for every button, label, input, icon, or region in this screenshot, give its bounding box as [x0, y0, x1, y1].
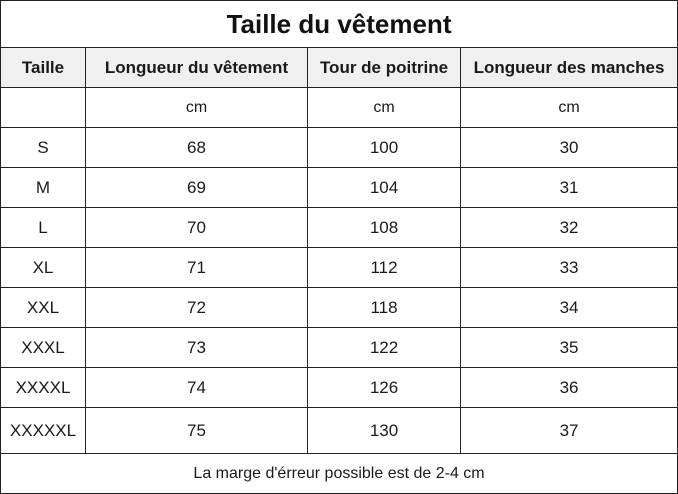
cell-size: XXL — [1, 288, 86, 328]
cell-garment-length: 70 — [86, 208, 308, 248]
cell-chest: 118 — [308, 288, 461, 328]
cell-garment-length: 73 — [86, 328, 308, 368]
table-row — [1, 208, 678, 248]
cell-chest: 108 — [308, 208, 461, 248]
unit-row — [1, 88, 678, 128]
tolerance-note: La marge d'érreur possible est de 2-4 cm — [1, 454, 678, 494]
table-row — [1, 248, 678, 288]
cell-chest: 104 — [308, 168, 461, 208]
unit-garment-length: cm — [86, 88, 308, 128]
cell-sleeve-length: 35 — [461, 328, 678, 368]
cell-size: XXXXXL — [1, 408, 86, 454]
cell-garment-length: 75 — [86, 408, 308, 454]
cell-chest: 126 — [308, 368, 461, 408]
table-row — [1, 128, 678, 168]
cell-size: S — [1, 128, 86, 168]
table-row — [1, 368, 678, 408]
cell-size: XXXL — [1, 328, 86, 368]
cell-size: M — [1, 168, 86, 208]
cell-chest: 100 — [308, 128, 461, 168]
unit-size — [1, 88, 86, 128]
header-sleeve-length: Longueur des manches — [461, 48, 678, 88]
cell-sleeve-length: 33 — [461, 248, 678, 288]
cell-garment-length: 72 — [86, 288, 308, 328]
cell-sleeve-length: 32 — [461, 208, 678, 248]
cell-garment-length: 74 — [86, 368, 308, 408]
unit-chest: cm — [308, 88, 461, 128]
header-size: Taille — [1, 48, 86, 88]
cell-garment-length: 69 — [86, 168, 308, 208]
cell-size: XXXXL — [1, 368, 86, 408]
cell-sleeve-length: 36 — [461, 368, 678, 408]
cell-sleeve-length: 30 — [461, 128, 678, 168]
cell-size: XL — [1, 248, 86, 288]
table-row — [1, 288, 678, 328]
header-chest: Tour de poitrine — [308, 48, 461, 88]
table-row — [1, 408, 678, 454]
cell-size: L — [1, 208, 86, 248]
cell-chest: 112 — [308, 248, 461, 288]
cell-garment-length: 68 — [86, 128, 308, 168]
table-row — [1, 168, 678, 208]
header-row — [1, 48, 678, 88]
cell-chest: 130 — [308, 408, 461, 454]
cell-sleeve-length: 31 — [461, 168, 678, 208]
table-title: Taille du vêtement — [1, 1, 678, 48]
cell-sleeve-length: 37 — [461, 408, 678, 454]
cell-sleeve-length: 34 — [461, 288, 678, 328]
table-row — [1, 328, 678, 368]
header-garment-length: Longueur du vêtement — [86, 48, 308, 88]
cell-chest: 122 — [308, 328, 461, 368]
unit-sleeve-length: cm — [461, 88, 678, 128]
cell-garment-length: 71 — [86, 248, 308, 288]
